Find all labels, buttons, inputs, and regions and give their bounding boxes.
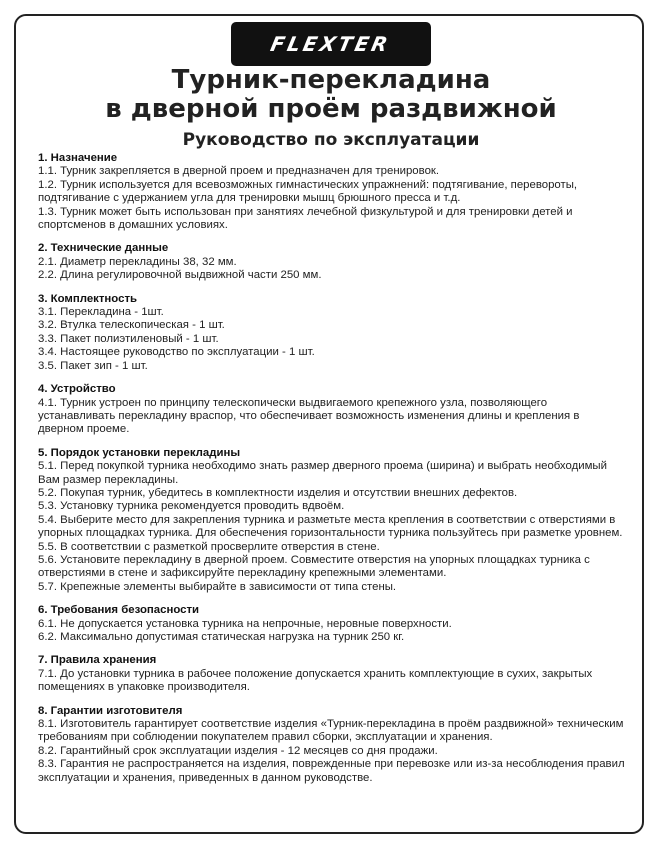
section-item: 1.2. Турник используется для всевозможных гимнастических упражнений: подтягивание, перевороты, подтягивание с удержанием угла для тренировки мышц брюшного пресса и т.д. [38, 178, 578, 205]
section-item: 3.3. Пакет полиэтиленовый - 1 шт. [38, 332, 219, 345]
manual-section [38, 383, 626, 437]
section-item: 7.1. До установки турника в рабочее положение допускается хранить комплектующие в сухих, закрытых помещениях в упаковке производителя. [38, 667, 593, 694]
section-item: 3.2. Втулка телескопическая - 1 шт. [38, 319, 225, 332]
title-line-2: в дверной проём раздвижной [105, 94, 557, 124]
manual-section [38, 293, 626, 373]
section-item: 4.1. Турник устроен по принципу телескопически выдвигаемого крепежного узла, позволяющего устанавливать перекладину враспор, что обеспечивает возможность изменения длины и крепления в дверном проеме. [38, 396, 580, 436]
section-item: 3.1. Перекладина - 1шт. [38, 306, 164, 319]
section-item: 8.1. Изготовитель гарантирует соответствие изделия «Турник-перекладина в проём раздвижной» техническим требованиям при соблюдении покупателем правил сборки, эксплуатации и хранения. [38, 718, 624, 744]
brand-logo [231, 22, 431, 66]
section-title: 2. Технические данные [38, 242, 169, 255]
brand-logo-text: FLEXTER [268, 32, 394, 56]
section-item: 5.5. В соответствии с разметкой просверлите отверстия в стене. [38, 540, 380, 553]
section-item: 2.1. Диаметр перекладины 38, 32 мм. [38, 255, 237, 268]
section-item: 2.2. Длина регулировочной выдвижной части 250 мм. [38, 269, 322, 282]
section-item: 5.3. Установку турника рекомендуется проводить вдвоём. [38, 500, 345, 513]
section-item: 5.2. Покупая турник, убедитесь в комплектности изделия и отсутствии внешних дефектов. [38, 486, 518, 499]
section-item: 6.2. Максимально допустимая статическая нагрузка на турник 250 кг. [38, 631, 405, 643]
document-title [0, 66, 662, 124]
title-line-1: Турник-перекладина [171, 65, 491, 95]
section-title: 1. Назначение [38, 152, 118, 164]
section-title: 7. Правила хранения [38, 654, 157, 667]
section-item: 5.6. Установите перекладину в дверной проем. Совместите отверстия на упорных площадках турника с отверстиями в стене и зафиксируйте перекладину крепежными элементами. [38, 553, 590, 580]
manual-section [38, 152, 626, 232]
section-item: 1.1. Турник закрепляется в дверной проем и предназначен для тренировок. [38, 165, 440, 178]
section-item: 6.1. Не допускается установка турника на непрочные, неровные поверхности. [38, 617, 452, 630]
manual-content [38, 152, 626, 785]
section-title: 5. Порядок установки перекладины [38, 446, 241, 459]
section-item: 5.1. Перед покупкой турника необходимо знать размер дверного проема (ширина) и выбрать необходимый Вам размер перекладины. [38, 460, 607, 486]
manual-section [38, 654, 626, 694]
section-item: 5.7. Крепежные элементы выбирайте в зависимости от типа стены. [38, 580, 397, 593]
section-title: 8. Гарантии изготовителя [38, 704, 183, 717]
document-subtitle: Руководство по эксплуатации [182, 130, 480, 150]
manual-section [38, 604, 626, 644]
section-title: 3. Комплектность [38, 292, 138, 305]
section-item: 3.5. Пакет зип - 1 шт. [38, 359, 148, 372]
section-item: 8.3. Гарантия не распространяется на изделия, поврежденные при перевозке или из-за несоблюдения правил эксплуатации и хранения, приведенных в данном руководстве. [38, 758, 625, 784]
section-title: 6. Требования безопасности [38, 604, 200, 617]
section-item: 5.4. Выберите место для закрепления турника и разметьте места крепления в соответствии с отверстиями в упорных площадках турника. Для обеспечения горизонтальности турника пользуйтесь при разметке уровнем. [38, 513, 623, 540]
section-title: 4. Устройство [38, 383, 116, 396]
section-item: 3.4. Настоящее руководство по эксплуатации - 1 шт. [38, 346, 315, 359]
manual-section [38, 705, 626, 785]
section-item: 1.3. Турник может быть использован при занятиях лечебной физкультурой и для тренировки детей и спортсменов в домашних условиях. [38, 205, 573, 232]
section-item: 8.2. Гарантийный срок эксплуатации изделия - 12 месяцев со дня продажи. [38, 744, 438, 757]
manual-section [38, 447, 626, 594]
manual-section [38, 242, 626, 282]
